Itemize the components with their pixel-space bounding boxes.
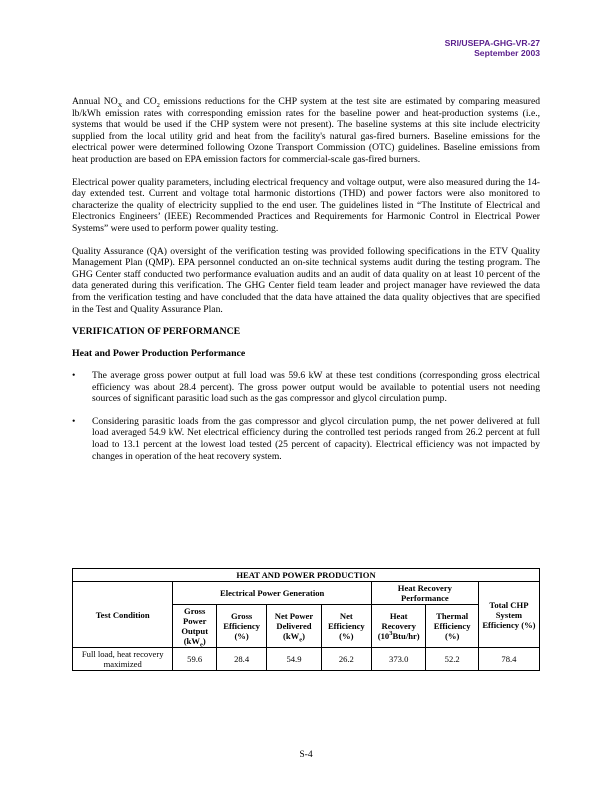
- bullet-item: • The average gross power output at full load was 59.6 kW at these test conditions (corresponding gross electrical efficiency was about 28.4 percent). The gross power output would be available to potential users not needing sources of significant parasitic load such as the gas compressor and glycol circulation pump.: [72, 370, 540, 405]
- quality-assurance-paragraph: Quality Assurance (QA) oversight of the verification testing was provided following specifications in the ETV Quality Management Plan (QMP). EPA personnel conducted an on-site technical systems audit during the testing program. The GHG Center staff conducted two performance evaluation audits and an audit of data quality on at least 10 percent of the data generated during this verification. The GHG Center field team leader and project manager have reviewed the data from the verification testing and have concluded that the data have attained the data quality objectives that are specified in the Test and Quality Assurance Plan.: [72, 245, 540, 315]
- bullet-icon: •: [72, 370, 76, 382]
- performance-bullet-list: [72, 370, 540, 462]
- heat-recovery-group-header: Heat Recovery Performance: [371, 582, 478, 605]
- page-number: S-4: [299, 749, 313, 760]
- gross-power-cell: 59.6: [173, 648, 217, 671]
- thermal-efficiency-cell: 52.2: [426, 648, 478, 671]
- total-chp-cell: 78.4: [478, 648, 539, 671]
- table-title: HEAT AND POWER PRODUCTION: [73, 569, 540, 582]
- net-efficiency-header: Net Efficiency (%): [321, 605, 371, 648]
- test-condition-header: Test Condition: [73, 582, 173, 648]
- subsection-heading: Heat and Power Production Performance: [72, 348, 246, 360]
- report-date: September 2003: [474, 48, 540, 59]
- heat-power-table: [72, 568, 540, 671]
- report-header: [445, 38, 540, 58]
- gross-power-header: Gross Power Output $(kW_e)$: [173, 605, 217, 648]
- section-heading: VERIFICATION OF PERFORMANCE: [72, 326, 241, 338]
- net-efficiency-cell: 26.2: [321, 648, 371, 671]
- gross-efficiency-cell: 28.4: [217, 648, 267, 671]
- power-quality-paragraph: Electrical power quality parameters, including electrical frequency and voltage output, were also measured during the 14-day extended test. Current and voltage total harmonic distortions (THD) and power factors were also monitored to characterize the quality of electricity supplied to the end user. The guidelines listed in “The Institute of Electrical and Electronics Engineers’ (IEEE) Recommended Practices and Requirements for Harmonic Control in Electrical Power Systems” were used to perform power quality testing.: [72, 176, 540, 234]
- electrical-group-header: Electrical Power Generation: [173, 582, 372, 605]
- bullet-item: • Considering parasitic loads from the gas compressor and glycol circulation pump, the net power delivered at full load averaged 54.9 kW. Net electrical efficiency during the controlled test periods ranged from 26.2 percent at full load to 13.1 percent at the lowest load tested (25 percent of capacity). Electrical efficiency was not impacted by changes in operation of the heat recovery system.: [72, 415, 540, 462]
- test-condition-cell: Full load, heat recovery maximized: [73, 648, 173, 671]
- table-row: [73, 648, 540, 671]
- bullet-icon: •: [72, 415, 76, 427]
- thermal-efficiency-header: Thermal Efficiency (%): [426, 605, 478, 648]
- report-body: [72, 96, 540, 473]
- heat-recovery-header: Heat Recovery $(10^3Btu/hr)$: [371, 605, 426, 648]
- report-id: SRI/USEPA-GHG-VR-27: [444, 38, 540, 48]
- total-chp-header: Total CHP System Efficiency (%): [478, 582, 539, 648]
- net-power-cell: 54.9: [267, 648, 322, 671]
- heat-recovery-cell: 373.0: [371, 648, 426, 671]
- net-power-header: Net Power Delivered $(kW_e)$: [267, 605, 322, 648]
- gross-efficiency-header: Gross Efficiency (%): [217, 605, 267, 648]
- emissions-paragraph: Annual $NO_X$ and $CO_2$ emissions reductions for the CHP system at the test site are estimated by comparing measured lb/kWh emission rates with corresponding emission rates for the baseline power and heat-production systems (i.e., systems that would be used if the CHP system were not present). The baseline systems at this site include electricity supplied from the local utility grid and heat from the facility's natural gas-fired burners. Baseline emissions for the electrical power were determined following Ozone Transport Commission (OTC) guidelines. Baseline emissions from heat production are based on EPA emission factors for commercial-scale gas-fired burners.: [72, 96, 541, 165]
